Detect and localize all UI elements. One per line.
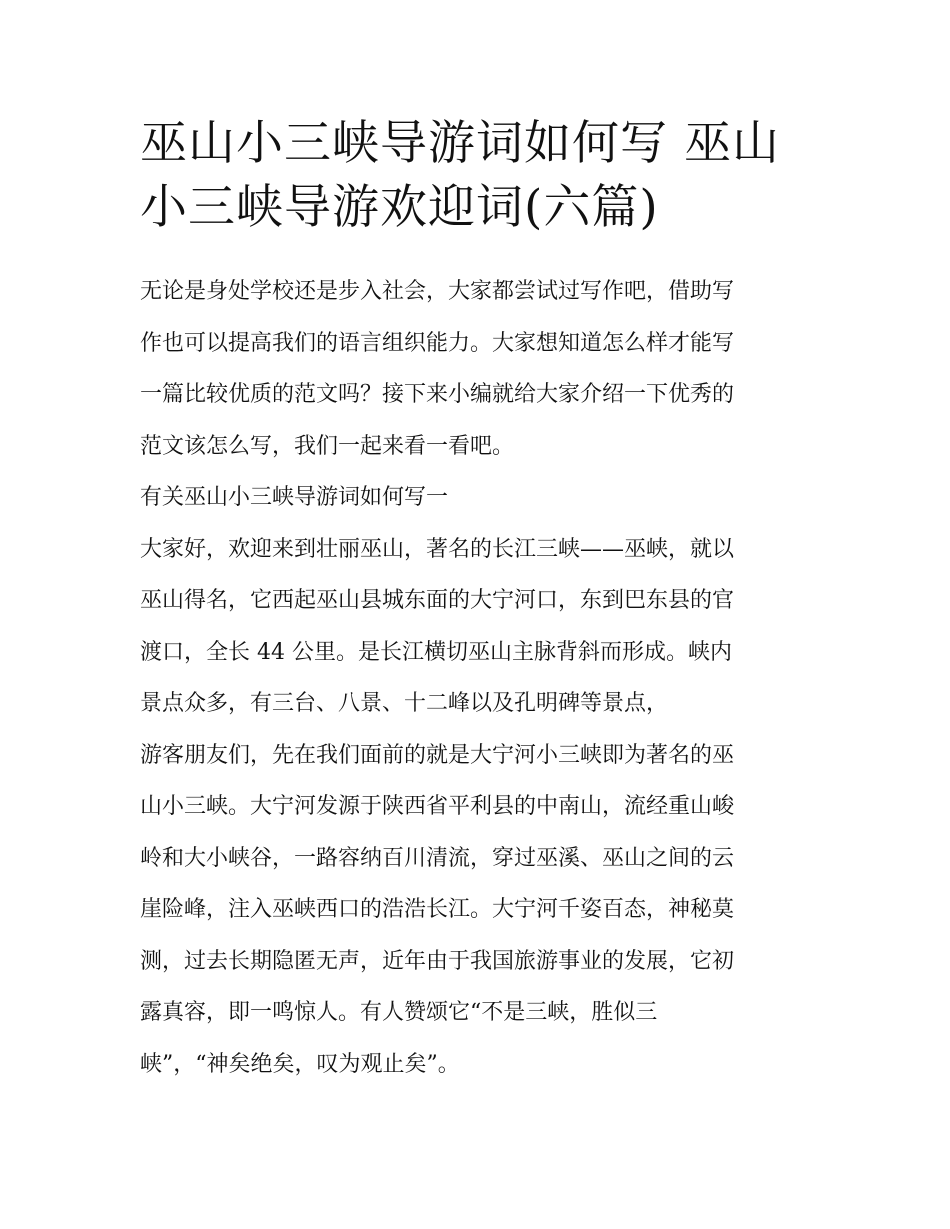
document-page bbox=[140, 112, 820, 1090]
body-line-6: 大家好，欢迎来到壮丽巫山，著名的长江三峡——巫峡，就以 bbox=[140, 536, 735, 562]
title-line-2: 小三峡导游欢迎词(六篇) bbox=[140, 180, 659, 235]
body-line-9: 景点众多，有三台、八景、十二峰以及孔明碑等景点， bbox=[140, 691, 669, 716]
body-line-16: 峡”，“神矣绝矣，叹为观止矣”。 bbox=[140, 1051, 460, 1077]
body-line-8: 渡口，全长 44 公里。是长江横切巫山主脉背斜而形成。峡内 bbox=[140, 639, 732, 665]
document-title bbox=[140, 112, 820, 240]
body-line-7: 巫山得名，它西起巫山县城东面的大宁河口，东到巴东县的官 bbox=[140, 588, 735, 613]
title-line-1: 巫山小三峡导游词如何写 巫山 bbox=[140, 116, 780, 171]
body-line-2: 作也可以提高我们的语言组织能力。大家想知道怎么样才能写 bbox=[140, 330, 735, 356]
body-line-14: 测，过去长期隐匿无声，近年由于我国旅游事业的发展，它初 bbox=[140, 948, 735, 974]
body-line-13: 崖险峰，注入巫峡西口的浩浩长江。大宁河千姿百态，神秘莫 bbox=[140, 897, 735, 922]
body-line-11: 山小三峡。大宁河发源于陕西省平利县的中南山，流经重山峻 bbox=[140, 794, 735, 819]
document-body bbox=[140, 266, 820, 1090]
section-heading: 有关巫山小三峡导游词如何写一 bbox=[140, 485, 449, 510]
body-line-3: 一篇比较优质的范文吗？接下来小编就给大家介绍一下优秀的 bbox=[140, 382, 735, 407]
body-line-15: 露真容，即一鸣惊人。有人赞颂它“不是三峡，胜似三 bbox=[140, 1000, 658, 1025]
body-line-4: 范文该怎么写，我们一起来看一看吧。 bbox=[140, 433, 515, 459]
body-line-1: 无论是身处学校还是步入社会，大家都尝试过写作吧，借助写 bbox=[140, 279, 735, 304]
body-line-12: 岭和大小峡谷，一路容纳百川清流，穿过巫溪、巫山之间的云 bbox=[140, 845, 735, 871]
body-line-10: 游客朋友们，先在我们面前的就是大宁河小三峡即为著名的巫 bbox=[140, 742, 735, 768]
